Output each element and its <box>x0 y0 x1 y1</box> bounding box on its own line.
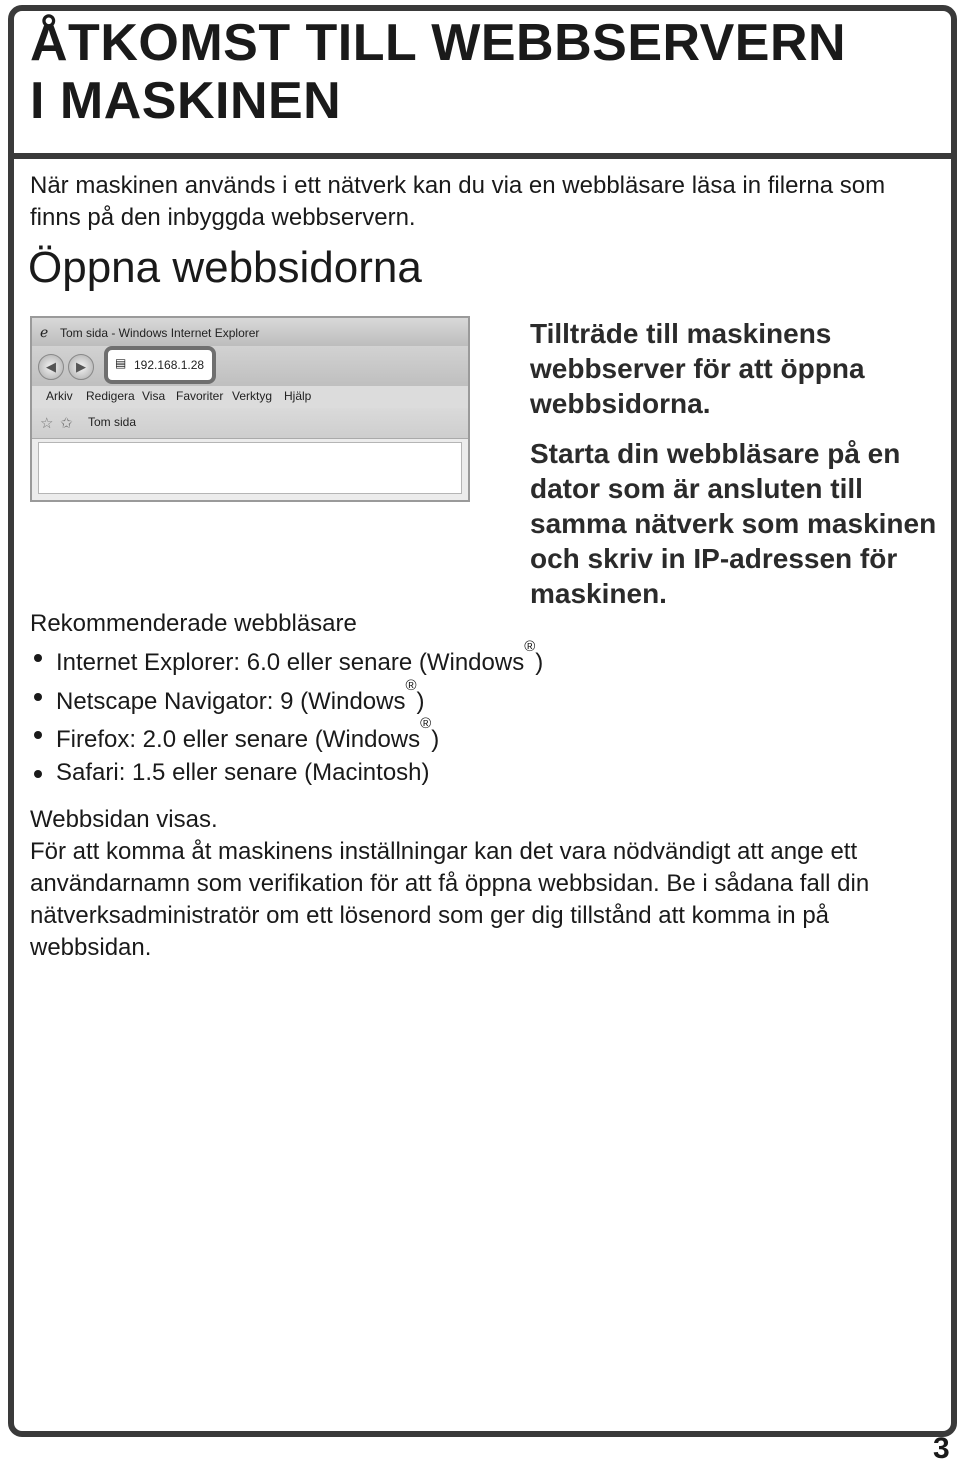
menu-item-verktyg[interactable]: Verktyg <box>232 389 273 403</box>
browser-screenshot <box>30 316 470 502</box>
section-title: Öppna webbsidorna <box>28 243 422 292</box>
page-title <box>30 14 846 130</box>
browser-favorites-row <box>32 408 468 439</box>
menu-item-hjalp[interactable]: Hjälp <box>284 389 312 403</box>
recommended-list <box>30 638 544 789</box>
star-icon[interactable]: ☆ <box>40 415 54 432</box>
forward-arrow-icon[interactable]: ▶ <box>68 354 94 380</box>
browser-menu-bar <box>32 386 468 408</box>
address-bar[interactable] <box>104 346 216 384</box>
list-item: Safari: 1.5 eller senare (Macintosh) <box>30 757 543 790</box>
intro-text: När maskinen används i ett nätverk kan du via en webbläsare läsa in filerna som finns på den inbyggda webbservern. <box>30 172 886 231</box>
list-item: Firefox: 2.0 eller senare (Windows®) <box>30 718 543 757</box>
page-title-line-2: I MASKINEN <box>30 72 342 130</box>
result-text: Webbsidan visas. <box>30 806 218 833</box>
menu-item-visa[interactable]: Visa <box>142 389 166 403</box>
address-value: 192.168.1.28 <box>134 358 205 372</box>
menu-item-redigera[interactable]: Redigera <box>86 389 135 403</box>
list-item: Internet Explorer: 6.0 eller senare (Windows®) <box>30 641 543 680</box>
page-icon: ▤ <box>115 356 127 370</box>
menu-item-favoriter[interactable]: Favoriter <box>176 389 224 403</box>
browser-tab[interactable]: Tom sida <box>88 415 137 429</box>
back-arrow-icon[interactable]: ◀ <box>38 354 64 380</box>
note-text: För att komma åt maskinens inställningar kan det vara nödvändigt att ange ett användarnamn som verifikation för att få öppna webbsidan. Be i sådana fall din nätverksadministratör om ett lösenord som ger dig tillstånd att komma in på webbsidan. <box>30 838 870 961</box>
page-number: 3 <box>933 1432 950 1465</box>
browser-nav-row <box>32 346 468 386</box>
ie-logo-icon: ℯ <box>40 324 49 340</box>
browser-window-title: Tom sida - Windows Internet Explorer <box>60 326 260 340</box>
list-item: Netscape Navigator: 9 (Windows®) <box>30 680 543 719</box>
step-heading: Tillträde till maskinens webbserver för att öppna webbsidorna. <box>530 318 865 419</box>
page-title-line-1: ÅTKOMST TILL WEBBSERVERN <box>30 14 847 72</box>
step-instructions: Starta din webbläsare på en dator som är ansluten till samma nätverk som maskinen och skriv in IP-adressen för maskinen. <box>530 438 937 609</box>
recommended-heading: Rekommenderade webbläsare <box>30 610 357 637</box>
add-favorite-icon[interactable]: ✩ <box>60 415 73 432</box>
browser-titlebar <box>32 318 468 346</box>
menu-item-arkiv[interactable]: Arkiv <box>46 389 73 403</box>
browser-content-area <box>38 442 462 494</box>
